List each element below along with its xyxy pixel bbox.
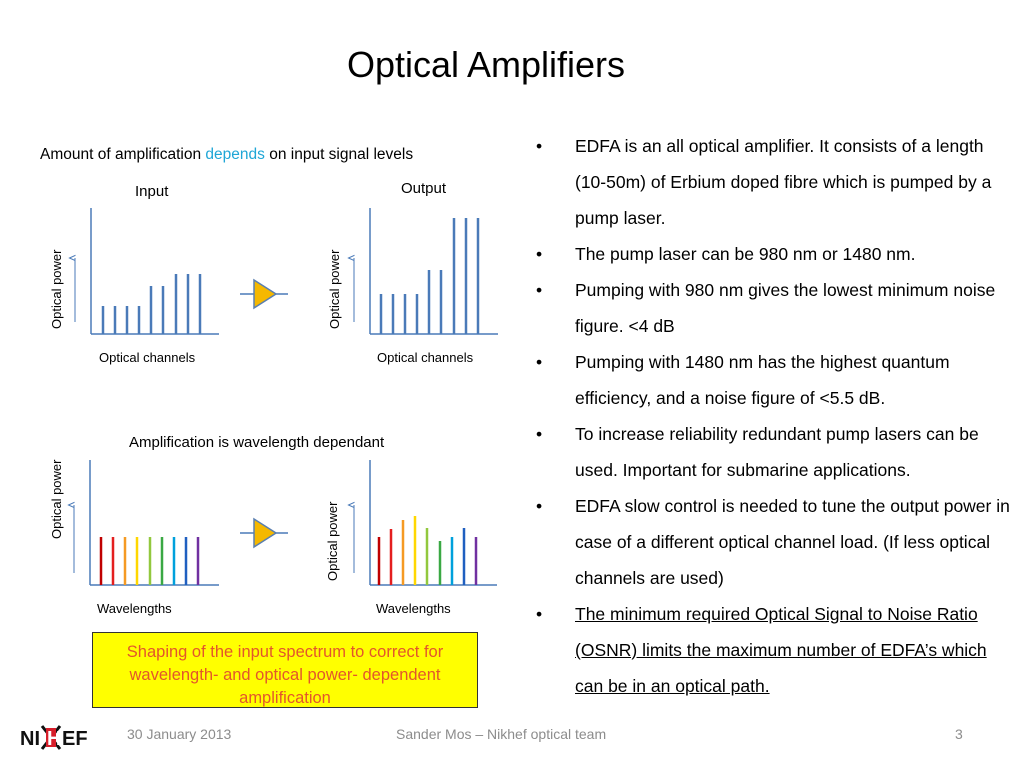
bullet-item <box>536 596 1016 704</box>
x-axis-label: Optical channels <box>99 350 196 365</box>
bullet-text: EDFA is an all optical amplifier. It consists of a length (10-50m) of Erbium doped fibre which is pumped by a pump laser. <box>575 136 992 228</box>
bullet-item <box>536 416 1016 488</box>
bullet-item <box>536 236 1016 272</box>
slide-title: Optical Amplifiers <box>346 44 626 85</box>
footer-date: 30 January 2013 <box>127 726 232 742</box>
amp-triangle <box>254 519 276 547</box>
x-axis-label: Optical channels <box>377 350 474 365</box>
bullet-text: To increase reliability redundant pump lasers can be used. Important for submarine applications. <box>575 424 979 480</box>
x-axis-label: Wavelengths <box>97 601 172 616</box>
wavelength-title: Amplification is wavelength dependant <box>129 434 385 451</box>
x-axis-label: Wavelengths <box>376 601 451 616</box>
note-box: Shaping of the input spectrum to correct for wavelength- and optical power- dependent amplification <box>92 632 478 708</box>
output-diagram <box>354 208 498 334</box>
bullet-item <box>536 272 1016 344</box>
bullet-item <box>536 128 1016 236</box>
wavelength-input-diagram <box>74 460 219 585</box>
bullet-dot: • <box>536 604 543 624</box>
bullet-text: EDFA slow control is needed to tune the output power in case of a different optical channel load. (If less optical channels are used) <box>575 496 1010 588</box>
subheading-before: Amount of amplification <box>40 146 206 163</box>
output-label: Output <box>401 180 447 197</box>
y-axis-label: Optical power <box>327 249 342 329</box>
svg-text:H: H <box>47 728 62 750</box>
input-diagram <box>75 208 219 334</box>
subheading-after: on input signal levels <box>264 146 414 163</box>
bullet-dot: • <box>536 280 543 300</box>
bullet-dot: • <box>536 352 543 372</box>
amplifier-icon <box>240 519 288 547</box>
bullet-text: Pumping with 1480 nm has the highest quantum efficiency, and a noise figure of <5.5 dB. <box>575 352 950 408</box>
bullet-dot: • <box>536 244 543 264</box>
bullet-dot: • <box>536 424 543 444</box>
bullet-dot: • <box>536 136 543 156</box>
subheading-highlight: depends <box>205 146 265 163</box>
y-axis-label: Optical power <box>49 459 64 539</box>
amplifier-icon <box>240 280 288 308</box>
bullet-list <box>536 128 1016 704</box>
nikhef-logo <box>20 722 100 752</box>
bullet-text: The minimum required Optical Signal to Noise Ratio (OSNR) limits the maximum number of EDFA’s which can be in an optical path. <box>575 604 987 696</box>
bullet-text: The pump laser can be 980 nm or 1480 nm. <box>575 244 916 264</box>
footer-author: Sander Mos – Nikhef optical team <box>396 726 607 742</box>
input-label: Input <box>135 183 169 200</box>
bullet-item <box>536 344 1016 416</box>
y-axis-label: Optical power <box>325 501 340 581</box>
bullet-dot: • <box>536 496 543 516</box>
amp-triangle <box>254 280 276 308</box>
wavelength-output-diagram <box>354 460 497 585</box>
y-axis-label: Optical power <box>49 249 64 329</box>
svg-text:NI: NI <box>20 728 40 750</box>
bullet-item <box>536 488 1016 596</box>
bullet-text: Pumping with 980 nm gives the lowest minimum noise figure. <4 dB <box>575 280 996 336</box>
svg-text:EF: EF <box>62 728 88 750</box>
page-number: 3 <box>955 726 963 742</box>
